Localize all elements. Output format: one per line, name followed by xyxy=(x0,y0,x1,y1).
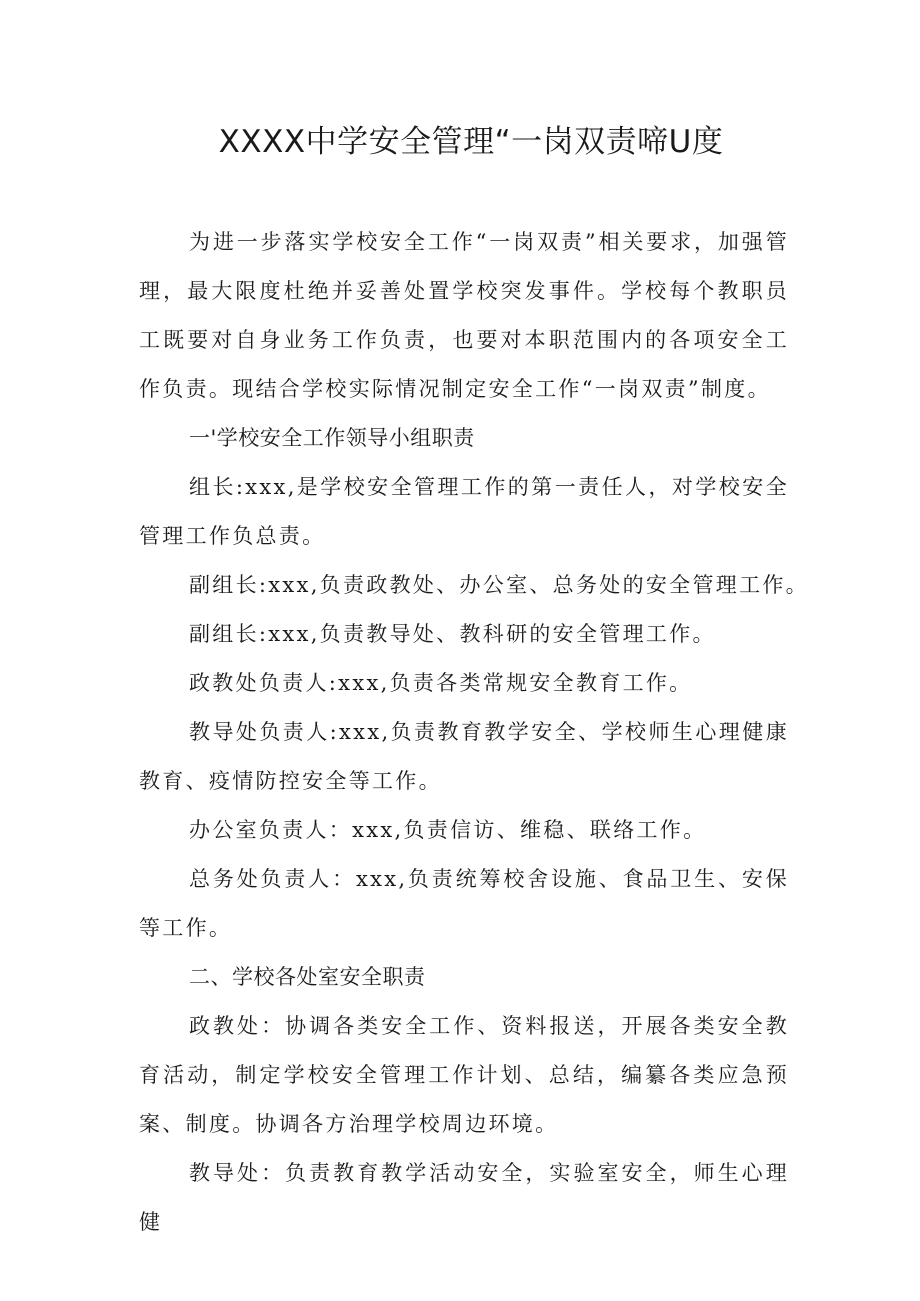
section-1-item-academic-office: 教导处负责人:xxx,负责教育教学安全、学校师生心理健康教育、疫情防控安全等工作。 xyxy=(139,720,789,793)
section-1-item-leader: 组长:xxx,是学校安全管理工作的第一责任人，对学校安全管理工作负总责。 xyxy=(139,475,789,548)
section-1-item-political-office: 政教处负责人:xxx,负责各类常规安全教育工作。 xyxy=(189,671,693,695)
intro-paragraph: 为进一步落实学校安全工作“一岗双责”相关要求，加强管理，最大限度杜绝并妥善处置学校突发事件。学校每个教职员工既要对自身业务工作负责，也要对本职范围内的各项安全工作负责。现结合学校实际情况制定安全工作“一岗双责”制度。 xyxy=(139,230,789,401)
document-title: XXXX中学安全管理“一岗双责啼U度 xyxy=(218,124,724,160)
section-2-item-academic-office: 教导处：负责教育教学活动安全，实验室安全，师生心理健 xyxy=(139,1161,789,1234)
section-1-item-general-affairs: 总务处负责人：xxx,负责统筹校舍设施、食品卫生、安保等工作。 xyxy=(139,867,789,940)
section-1-item-deputy-2: 副组长:xxx,负责教导处、教科研的安全管理工作。 xyxy=(189,622,716,646)
section-1-heading: 一'学校安全工作领导小组职责 xyxy=(189,426,475,450)
section-2-heading: 二、学校各处室安全职责 xyxy=(189,965,426,989)
section-1-item-deputy-1: 副组长:xxx,负责政教处、办公室、总务处的安全管理工作。 xyxy=(189,573,809,597)
section-2-item-political-office: 政教处：协调各类安全工作、资料报送，开展各类安全教育活动，制定学校安全管理工作计划、总结，编纂各类应急预案、制度。协调各方治理学校周边环境。 xyxy=(139,1014,789,1136)
document-body xyxy=(139,218,809,1247)
section-1-item-general-office: 办公室负责人：xxx,负责信访、维稳、联络工作。 xyxy=(189,818,707,842)
